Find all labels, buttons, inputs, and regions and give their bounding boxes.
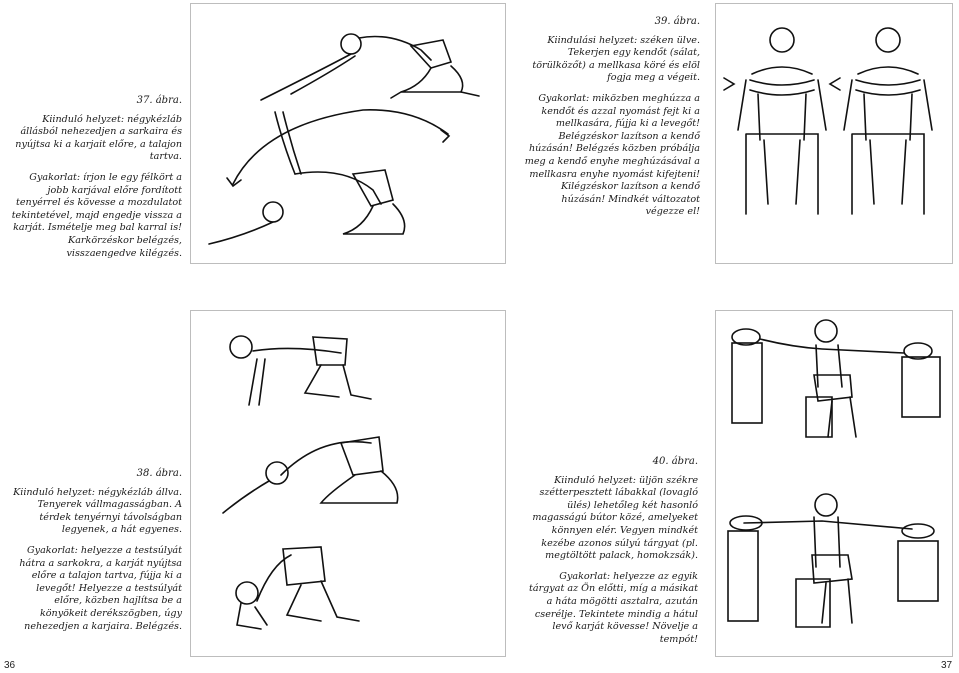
- figure-40-panel: [715, 310, 953, 657]
- figure-39-start-position: Kiindulási helyzet: széken ülve. Tekerjen egy kendőt (sálat, törülközőt) a mellkasa köré és elöl fogja meg a végeit.: [532, 34, 700, 84]
- figure-40-seated-weights-illustrations: [722, 317, 946, 647]
- figure-40-head-1: [815, 320, 837, 342]
- figure-37-leg-1: [401, 66, 463, 92]
- figure-37-head-1: [341, 34, 361, 54]
- figure-37-shorts-2: [353, 170, 393, 206]
- figure-39-towel-ends-1: [738, 80, 826, 130]
- figure-38-label: 38. ábra.: [136, 468, 182, 479]
- figure-40-table-left-2: [728, 531, 758, 621]
- figure-38-exercise: Gyakorlat: helyezze a testsúlyát hátra a sarkokra, a karját nyújtsa előre a talajon tartva, fújja ki a levegőt! Helyezze a testsúlyát előre, közben hajlítsa be a könyökeit derékszögben, úgy nehezedjen a karjaira. Belégzés.: [19, 544, 182, 632]
- figure-38-start-position: Kiinduló helyzet: négykézláb állva. Tenyerek vállmagasságban. A térdek tenyérnyi távolságban legyenek, a hát egyenes.: [13, 486, 182, 536]
- figure-39-body-1: [758, 94, 806, 140]
- figure-37-arc: [233, 110, 448, 184]
- figure-37-head-2: [263, 202, 283, 222]
- figure-37-panel: [190, 3, 506, 264]
- figure-38-back-1: [253, 348, 341, 353]
- figure-38-arm-2: [223, 481, 269, 513]
- figure-40-caption: [524, 456, 698, 646]
- figure-39-chair-2: [852, 134, 924, 214]
- figure-38-back-2: [281, 442, 371, 475]
- figure-40-table-left-1: [732, 343, 762, 423]
- figure-39-seated-towel-illustrations: [720, 14, 948, 254]
- figure-38-leg-2: [321, 471, 398, 503]
- figure-39-body-2: [864, 94, 912, 140]
- figure-39-arrow-right: [830, 78, 840, 90]
- figure-40-table-right-1: [902, 357, 940, 417]
- figure-37-foot-1: [391, 92, 479, 98]
- figure-39-shoulders-2: [858, 67, 918, 74]
- figure-39-arrow-left: [724, 78, 734, 90]
- figure-40-start-position: Kiinduló helyzet: üljön székre szétterpesztett lábakkal (lovagló ülés) lehetőleg két hasonló magasságú bútor közé, amelyeket könnyen elér. Vegyen mindkét kezébe azonos súlyú tárgyat (pl. megtöltött palack, homokzsák).: [532, 474, 698, 562]
- figure-38-caption: [8, 468, 182, 633]
- figure-37-arm-1: [261, 54, 355, 100]
- figure-40-label: 40. ábra.: [652, 456, 698, 467]
- figure-38-leg-1: [305, 365, 371, 399]
- figure-39-panel: [715, 3, 953, 264]
- figure-39-exercise: Gyakorlat: miközben meghúzza a kendőt és azzal nyomást fejt ki a mellkasára, fújja ki a levegőt! Belégzéskor lazítson a kendő húzásán! Belégzés közben próbálja meg a kendő enyhe meghúzásával a mellkasra enyhe nyomást kifejteni! Kilégzéskor lazítson a kendő húzásán! Mindkét változatot végezze el!: [524, 92, 700, 218]
- figure-38-arm-1: [249, 359, 265, 405]
- figure-38-head-3: [236, 582, 258, 604]
- figure-39-chair-1: [746, 134, 818, 214]
- figure-39-shoulders-1: [752, 67, 812, 74]
- figure-40-table-right-2: [898, 541, 938, 601]
- figure-39-label: 39. ábra.: [654, 16, 700, 27]
- figure-37-stretch-illustration: [231, 10, 501, 110]
- figure-38-panel: [190, 310, 506, 657]
- figure-38-head-1: [230, 336, 252, 358]
- figure-38-shorts-3: [283, 547, 325, 585]
- figure-37-shorts-1: [411, 40, 451, 68]
- figure-37-arm-circle-illustration: [203, 104, 503, 259]
- figure-39-towel-ends-2: [844, 80, 932, 130]
- figure-39-head-2: [876, 28, 900, 52]
- figure-37-leg-2: [343, 204, 405, 234]
- figure-38-kneeling-illustrations: [221, 325, 481, 645]
- figure-40-head-2: [815, 494, 837, 516]
- figure-38-leg-3: [287, 581, 359, 621]
- figure-37-start-position: Kiinduló helyzet: négykézláb állásból nehezedjen a sarkaira és nyújtsa ki a karjait előre, a talajon tartva.: [15, 113, 182, 163]
- figure-39-caption: [522, 16, 700, 219]
- figure-37-label: 37. ábra.: [136, 95, 182, 106]
- figure-40-torso-2: [814, 517, 840, 567]
- page-number-right: 37: [941, 660, 953, 671]
- figure-38-arm-3: [237, 603, 267, 629]
- page-number-left: 36: [4, 660, 16, 671]
- figure-37-raised-arm: [275, 112, 301, 174]
- figure-40-exercise: Gyakorlat: helyezze az egyik tárgyat az Ön előtti, míg a másikat a háta mögötti asztalra, azután cserélje. Tekintete mindig a hátul levő karját kövesse! Növelje a tempót!: [529, 570, 698, 645]
- figure-37-exercise: Gyakorlat: írjon le egy félkört a jobb karjával előre fordított tenyérrel és kövesse a mozdulatot tekintetével, majd engedje vissza a karját. Ismételje meg bal karral is! Karkörzéskor belégzés, visszaengedve kilégzés.: [11, 171, 182, 259]
- figure-39-head-1: [770, 28, 794, 52]
- figure-39-towel-2: [856, 80, 920, 95]
- figure-40-torso-1: [816, 345, 842, 387]
- figure-39-legs-1: [764, 140, 800, 204]
- figure-39-towel-1: [750, 80, 814, 95]
- figure-40-arms-2: [744, 521, 912, 529]
- figure-37-torso-2: [295, 172, 381, 204]
- figure-40-weight-right-2: [902, 524, 934, 538]
- figure-37-caption: [10, 95, 182, 260]
- figure-40-legs-2: [822, 579, 852, 623]
- figure-39-legs-2: [870, 140, 906, 204]
- figure-37-floor-arm: [209, 222, 273, 244]
